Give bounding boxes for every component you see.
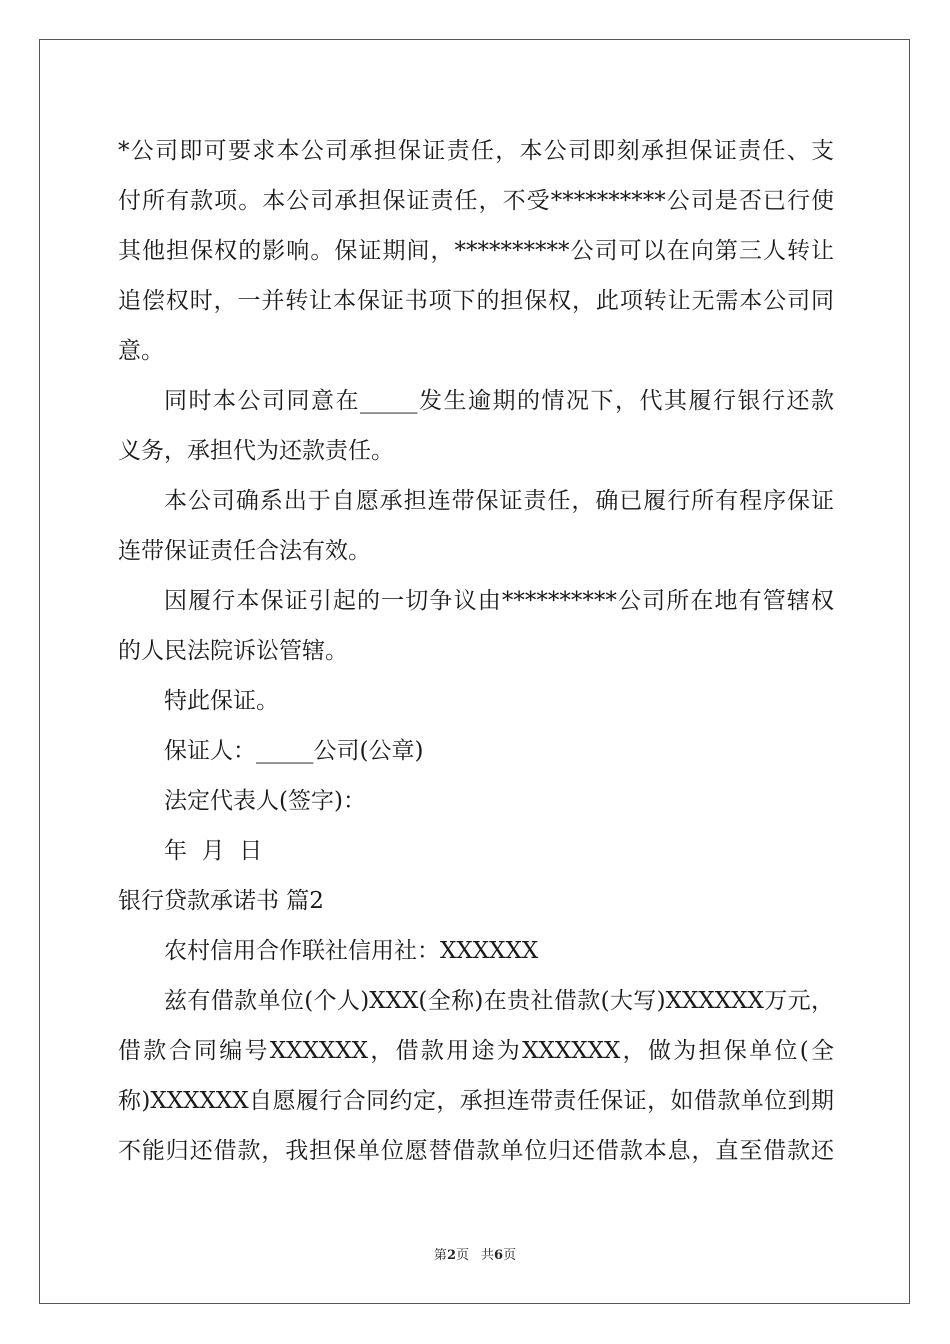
text-line: 特此保证。 [164,688,279,714]
text-line: 本公司确系出于自愿承担连带保证责任，确已履行所有程序保证 [164,488,834,514]
signature-guarantor: 保证人：_____公司(公章) [164,738,424,764]
text-line: 意。 [118,338,164,364]
text-line: 不能归还借款，我担保单位愿替借款单位归还借款本息，直至借款还 [118,1138,834,1164]
page-prefix: 第 [433,1248,447,1263]
text-line: 因履行本保证引起的一切争议由**********公司所在地有管辖权 [164,588,834,614]
text-line: 借款合同编号XXXXXX，借款用途为XXXXXX，做为担保单位(全 [118,1038,834,1064]
document-body [118,126,834,1176]
page-suffix: 页 [455,1248,469,1263]
text-line: 称)XXXXXX自愿履行合同约定，承担连带责任保证，如借款单位到期 [118,1088,834,1114]
signature-date: 年 月 日 [164,838,263,864]
text-line: 兹有借款单位(个人)XXX(全称)在贵社借款(大写)XXXXXX万元， [164,988,834,1014]
total-prefix: 共 [481,1248,495,1263]
page-number: 2 [446,1248,456,1263]
page-footer [0,1246,950,1266]
text-line: 追偿权时，一并转让本保证书项下的担保权，此项转让无需本公司同 [118,288,834,314]
signature-legal-rep: 法定代表人(签字)： [164,788,366,814]
total-suffix: 页 [503,1248,517,1263]
text-line: *公司即可要求本公司承担保证责任，本公司即刻承担保证责任、支 [118,138,834,164]
total-pages: 6 [494,1248,504,1263]
text-line: 其他担保权的影响。保证期间，**********公司可以在向第三人转让 [118,238,834,264]
text-line: 义务，承担代为还款责任。 [118,438,394,464]
addressee: 农村信用合作联社信用社：XXXXXX [164,938,539,964]
text-line: 付所有款项。本公司承担保证责任，不受**********公司是否已行使 [118,188,834,214]
text-line: 的人民法院诉讼管辖。 [118,638,348,664]
section-heading: 银行贷款承诺书 篇2 [118,888,324,914]
text-line: 同时本公司同意在_____发生逾期的情况下，代其履行银行还款 [164,388,834,414]
text-line: 连带保证责任合法有效。 [118,538,371,564]
